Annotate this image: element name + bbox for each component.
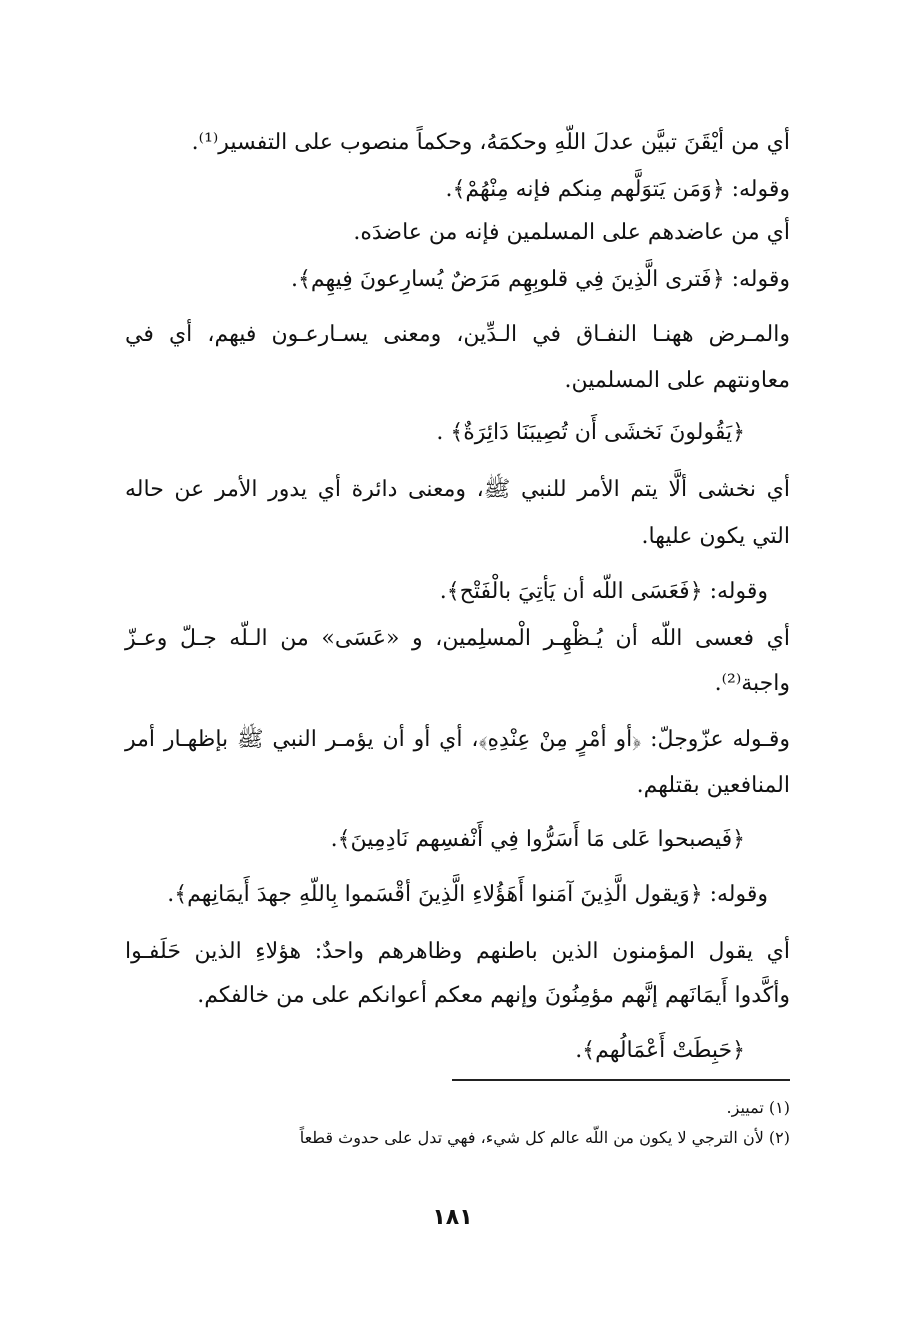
- text-line-14: المنافعين بقتلهم.: [636, 773, 790, 798]
- text-line-13: وقـوله عزّوجلّ: ﴿أو أمْرٍ مِنْ عِنْدِهِ﴾، أي أو أن يؤمـر النبي ﷺ بإظهـار أمر: [125, 727, 790, 752]
- text-line-8: أي نخشى ألَّا يتم الأمر للنبي ﷺ، ومعنى دائرة أي يدور الأمر عن حاله: [125, 477, 790, 502]
- text-line-3: أي من عاضدهم على المسلمين فإنه من عاضدَه.: [353, 220, 790, 245]
- main-text: [125, 0, 790, 1080]
- text-line-4: وقوله: ﴿فَترى الَّذِينَ فِي قلوبِهِم مَرَضٌ يُسارِعونَ فِيهِم﴾.: [291, 267, 790, 292]
- text-line-11: أي فعسى اللّه أن يُـظْهِـر الْمسلِمين، و «عَسَى» من الـلّه جـلّ وعـزّ: [125, 626, 790, 651]
- text-line-16: وقوله: ﴿وَيقول الَّذِينَ آمَنوا أَهَؤُلاءِ الَّذِينَ أقْسَموا بِاللّهِ جهدَ أَيمَانِهم﴾.: [167, 882, 768, 907]
- text-line-2: وقوله: ﴿وَمَن يَتوَلَّهم مِنكم فإنه مِنْهُمْ﴾.: [445, 177, 790, 202]
- text-line-9: التي يكون عليها.: [641, 524, 790, 549]
- quran-verse-1: ﴿يَقُولونَ نَخشَى أَن تُصِيبَنَا دَائِرَةٌ﴾ .: [436, 420, 745, 445]
- page-number: ١٨١: [432, 1205, 473, 1230]
- quran-verse-3: ﴿حَبِطَتْ أَعْمَالُهم﴾.: [575, 1038, 745, 1063]
- text-line-1: أي من أيْقَنَ تبيَّن عدلَ اللّهِ وحكمَهُ، وحكماً منصوب على التفسير⁽¹⁾.: [191, 130, 790, 155]
- text-line-12: واجبة⁽²⁾.: [714, 671, 790, 696]
- footnote-divider: [452, 1079, 790, 1081]
- text-line-5: والمـرض ههنـا النفـاق في الـدِّين، ومعنى يسـارعـون فيهم، أي في: [125, 322, 790, 347]
- footnote-1: (١) تمييز.: [726, 1098, 790, 1117]
- quran-verse-2: ﴿فَيصبحوا عَلى مَا أَسَرُّوا فِي أَنْفسِهم نَادِمِينَ﴾.: [330, 827, 745, 852]
- text-line-10: وقوله: ﴿فَعَسَى اللّه أن يَأتِيَ بالْفَتْح﴾.: [439, 579, 768, 604]
- footnote-2: (٢) لأن الترجي لا يكون من اللّه عالم كل شيء، فهي تدل على حدوث قطعاً: [299, 1128, 790, 1147]
- text-line-6: معاونتهم على المسلمين.: [564, 368, 790, 393]
- text-line-17: أي يقول المؤمنون الذين باطنهم وظاهرهم واحدٌ: هؤلاءِ الذين حَلَفـوا: [125, 939, 790, 964]
- text-line-18: وأكَّدوا أَيمَانَهم إنَّهم مؤمِنُونَ وإنهم معكم أعوانكم على من خالفكم.: [197, 983, 790, 1008]
